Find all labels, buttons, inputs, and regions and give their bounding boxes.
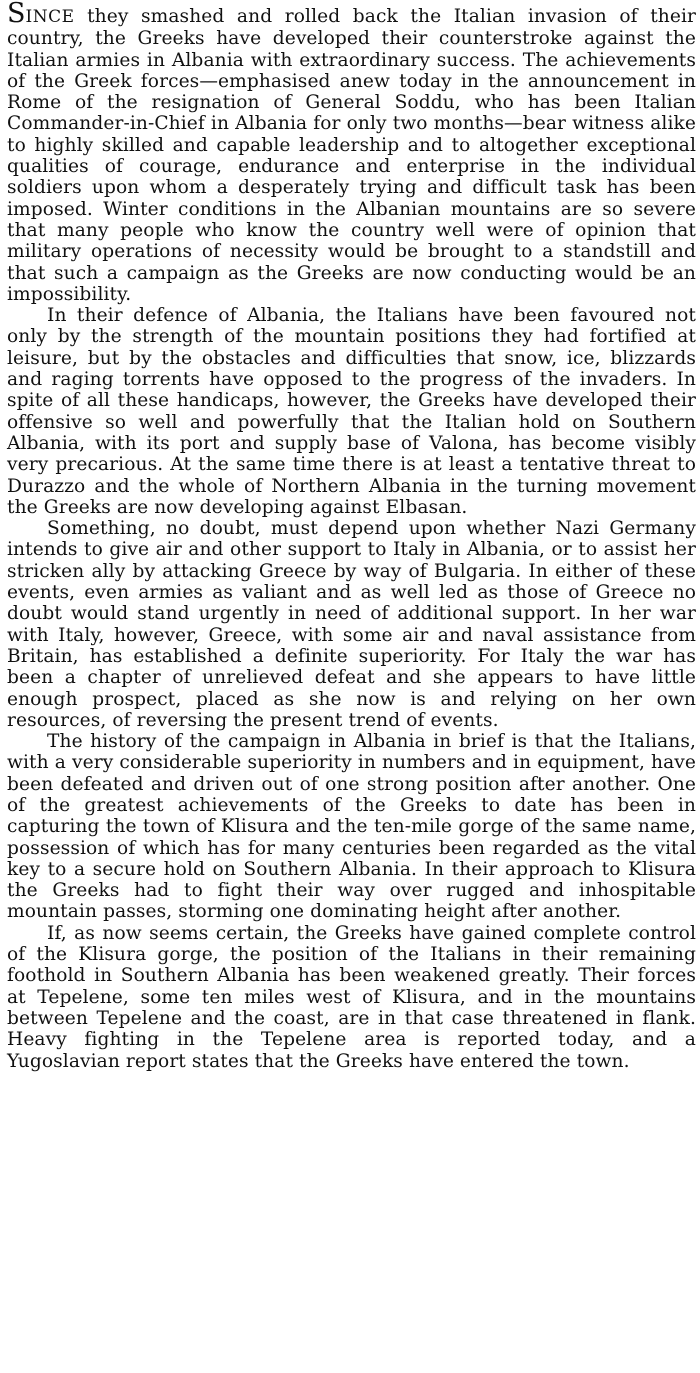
article-paragraph-5: If, as now seems certain, the Greeks have gained complete control of the Klisura gorge, the position of the Italians in their remaining foothold in Southern Albania has been weakened greatly. Their forces at Tepelene, some ten miles west of Klisura, and in the mountains between Tepelene and the coast, are in that case threatened in flank. Heavy fighting in the Tepelene area is reported today, and a Yugoslavian report states that the Greeks have entered the town.: [7, 922, 696, 1072]
lead-word-rest: INCE: [25, 7, 75, 27]
article-paragraph-2: In their defence of Albania, the Italians have been favoured not only by the strength of the mountain positions they had fortified at leisure, but by the obstacles and difficulties that snow, ice, blizzards and raging torrents have opposed to the progress of the invaders. In spite of all these handicaps, however, the Greeks have developed their offensive so well and powerfully that the Italian hold on Southern Albania, with its port and supply base of Valona, has become visibly very precarious. At the same time there is at least a tentative threat to Durazzo and the whole of Northern Albania in the turning movement the Greeks are now developing against Elbasan.: [7, 305, 696, 518]
article-paragraph-4: The history of the campaign in Albania in brief is that the Italians, with a very considerable superiority in numbers and in equipment, have been defeated and driven out of one strong position after another. One of the greatest achievements of the Greeks to date has been in capturing the town of Klisura and the ten-mile gorge of the same name, possession of which has for many centuries been regarded as the vital key to a secure hold on Southern Albania. In their approach to Klisura the Greeks had to fight their way over rugged and inhospitable mountain passes, storming one dominating height after another.: [7, 731, 696, 923]
newspaper-article: [7, 0, 696, 1072]
article-paragraph-1: [7, 0, 696, 305]
paragraph-text: they smashed and rolled back the Italian invasion of their country, the Greeks have developed their counterstroke against the Italian armies in Albania with extraordinary success. The achievements of the Greek forces—emphasised anew today in the announcement in Rome of the resignation of General Soddu, who has been Italian Commander-in-Chief in Albania for only two months—bear witness alike to highly skilled and capable leadership and to altogether exceptional qualities of courage, endurance and enterprise in the individual soldiers upon whom a desperately trying and difficult task has been imposed. Winter conditions in the Albanian mountains are so severe that many people who know the country well were of opinion that military operations of necessity would be brought to a standstill and that such a campaign as the Greeks are now conducting would be an impossibility.: [7, 6, 696, 305]
drop-cap-letter: S: [7, 0, 26, 29]
article-paragraph-3: Something, no doubt, must depend upon whether Nazi Germany intends to give air and other support to Italy in Albania, or to assist her stricken ally by attacking Greece by way of Bulgaria. In either of these events, even armies as valiant and as well led as those of Greece no doubt would stand urgently in need of additional support. In her war with Italy, however, Greece, with some air and naval assistance from Britain, has established a definite superiority. For Italy the war has been a chapter of unrelieved defeat and she appears to have little enough prospect, placed as she now is and relying on her own resources, of reversing the present trend of events.: [7, 518, 696, 731]
